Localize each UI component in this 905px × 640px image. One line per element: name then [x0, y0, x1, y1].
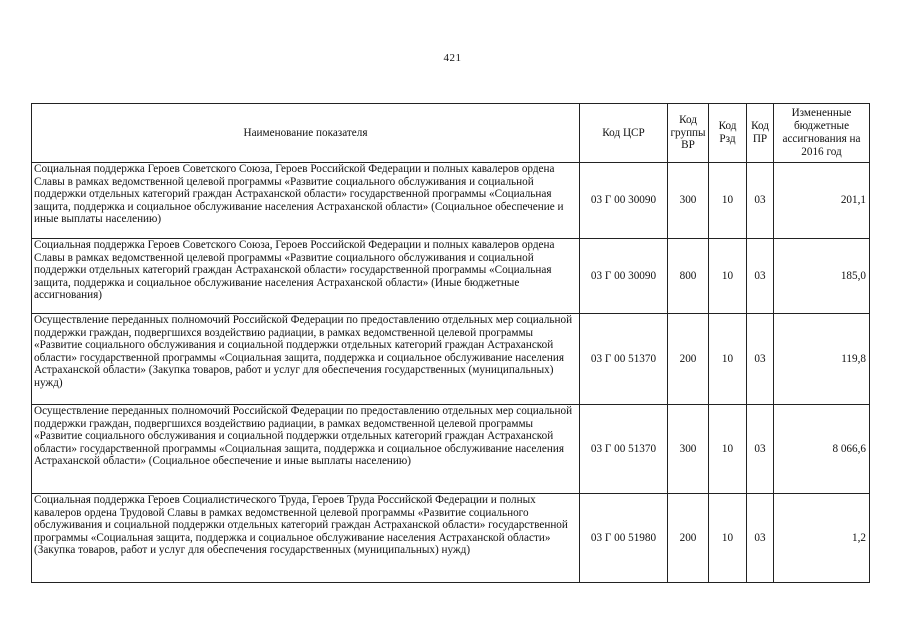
header-indicator-name: Наименование показателя: [32, 104, 580, 163]
row-vr-code: 800: [668, 239, 709, 314]
table-row: [32, 163, 870, 239]
row-pr-code: 03: [747, 314, 774, 405]
header-pr-code: Код ПР: [747, 104, 774, 163]
table-row: [32, 405, 870, 494]
header-rzd-code: Код Рзд: [709, 104, 747, 163]
row-amount: 8 066,6: [774, 405, 870, 494]
row-pr-code: 03: [747, 494, 774, 583]
table-row: [32, 314, 870, 405]
row-csr-code: 03 Г 00 51980: [580, 494, 668, 583]
row-vr-code: 200: [668, 494, 709, 583]
row-amount: 185,0: [774, 239, 870, 314]
row-amount: 119,8: [774, 314, 870, 405]
table-row: [32, 239, 870, 314]
page-number: 421: [443, 52, 462, 64]
header-amended-allocations: Измененные бюджетные ассигнования на 2016 год: [774, 104, 870, 163]
row-amount: 201,1: [774, 163, 870, 239]
row-rzd-code: 10: [709, 494, 747, 583]
table-header-row: [32, 104, 870, 163]
row-rzd-code: 10: [709, 314, 747, 405]
row-vr-code: 200: [668, 314, 709, 405]
row-pr-code: 03: [747, 405, 774, 494]
row-csr-code: 03 Г 00 30090: [580, 239, 668, 314]
row-vr-code: 300: [668, 405, 709, 494]
row-indicator-name: Осуществление переданных полномочий Российской Федерации по предоставлению отдельных мер социальной поддержки граждан, подвергшихся воздействию радиации, в рамках ведомственной целевой программы «Развитие социального обслуживания и социальной поддержки отдельных категорий граждан Астраханской области» государственной программы «Социальная защита, поддержка и социальное обслуживание населения Астраханской области» (Социальное обеспечение и иные выплаты населению): [32, 405, 580, 494]
row-rzd-code: 10: [709, 163, 747, 239]
row-rzd-code: 10: [709, 239, 747, 314]
row-csr-code: 03 Г 00 51370: [580, 405, 668, 494]
row-csr-code: 03 Г 00 30090: [580, 163, 668, 239]
budget-allocation-table: [31, 103, 870, 583]
row-csr-code: 03 Г 00 51370: [580, 314, 668, 405]
row-indicator-name: Социальная поддержка Героев Социалистического Труда, Героев Труда Российской Федерации и полных кавалеров ордена Трудовой Славы в рамках ведомственной целевой программы «Развитие социального обслуживания и социальной поддержки отдельных категорий граждан Астраханской области» государственной программы «Социальная защита, поддержка и социальное обслуживание населения Астраханской области» (Закупка товаров, работ и услуг для обеспечения государственных (муниципальных) нужд): [32, 494, 580, 583]
header-csr-code: Код ЦСР: [580, 104, 668, 163]
row-pr-code: 03: [747, 163, 774, 239]
row-indicator-name: Осуществление переданных полномочий Российской Федерации по предоставлению отдельных мер социальной поддержки граждан, подвергшихся воздействию радиации, в рамках ведомственной целевой программы «Развитие социального обслуживания и социальной поддержки отдельных категорий граждан Астраханской области» государственной программы «Социальная защита, поддержка и социальное обслуживание населения Астраханской области» (Закупка товаров, работ и услуг для обеспечения государственных (муниципальных) нужд): [32, 314, 580, 405]
row-rzd-code: 10: [709, 405, 747, 494]
row-indicator-name: Социальная поддержка Героев Советского Союза, Героев Российской Федерации и полных кавалеров ордена Славы в рамках ведомственной целевой программы «Развитие социального обслуживания и социальной поддержки отдельных категорий граждан Астраханской области» государственной программы «Социальная защита, поддержка и социальное обслуживание населения Астраханской области» (Социальное обеспечение и иные выплаты населению): [32, 163, 580, 239]
row-pr-code: 03: [747, 239, 774, 314]
row-indicator-name: Социальная поддержка Героев Советского Союза, Героев Российской Федерации и полных кавалеров ордена Славы в рамках ведомственной целевой программы «Развитие социального обслуживания и социальной поддержки отдельных категорий граждан Астраханской области» государственной программы «Социальная защита, поддержка и социальное обслуживание населения Астраханской области» (Иные бюджетные ассигнования): [32, 239, 580, 314]
row-amount: 1,2: [774, 494, 870, 583]
header-vr-group-code: Код группы ВР: [668, 104, 709, 163]
row-vr-code: 300: [668, 163, 709, 239]
table-row: [32, 494, 870, 583]
